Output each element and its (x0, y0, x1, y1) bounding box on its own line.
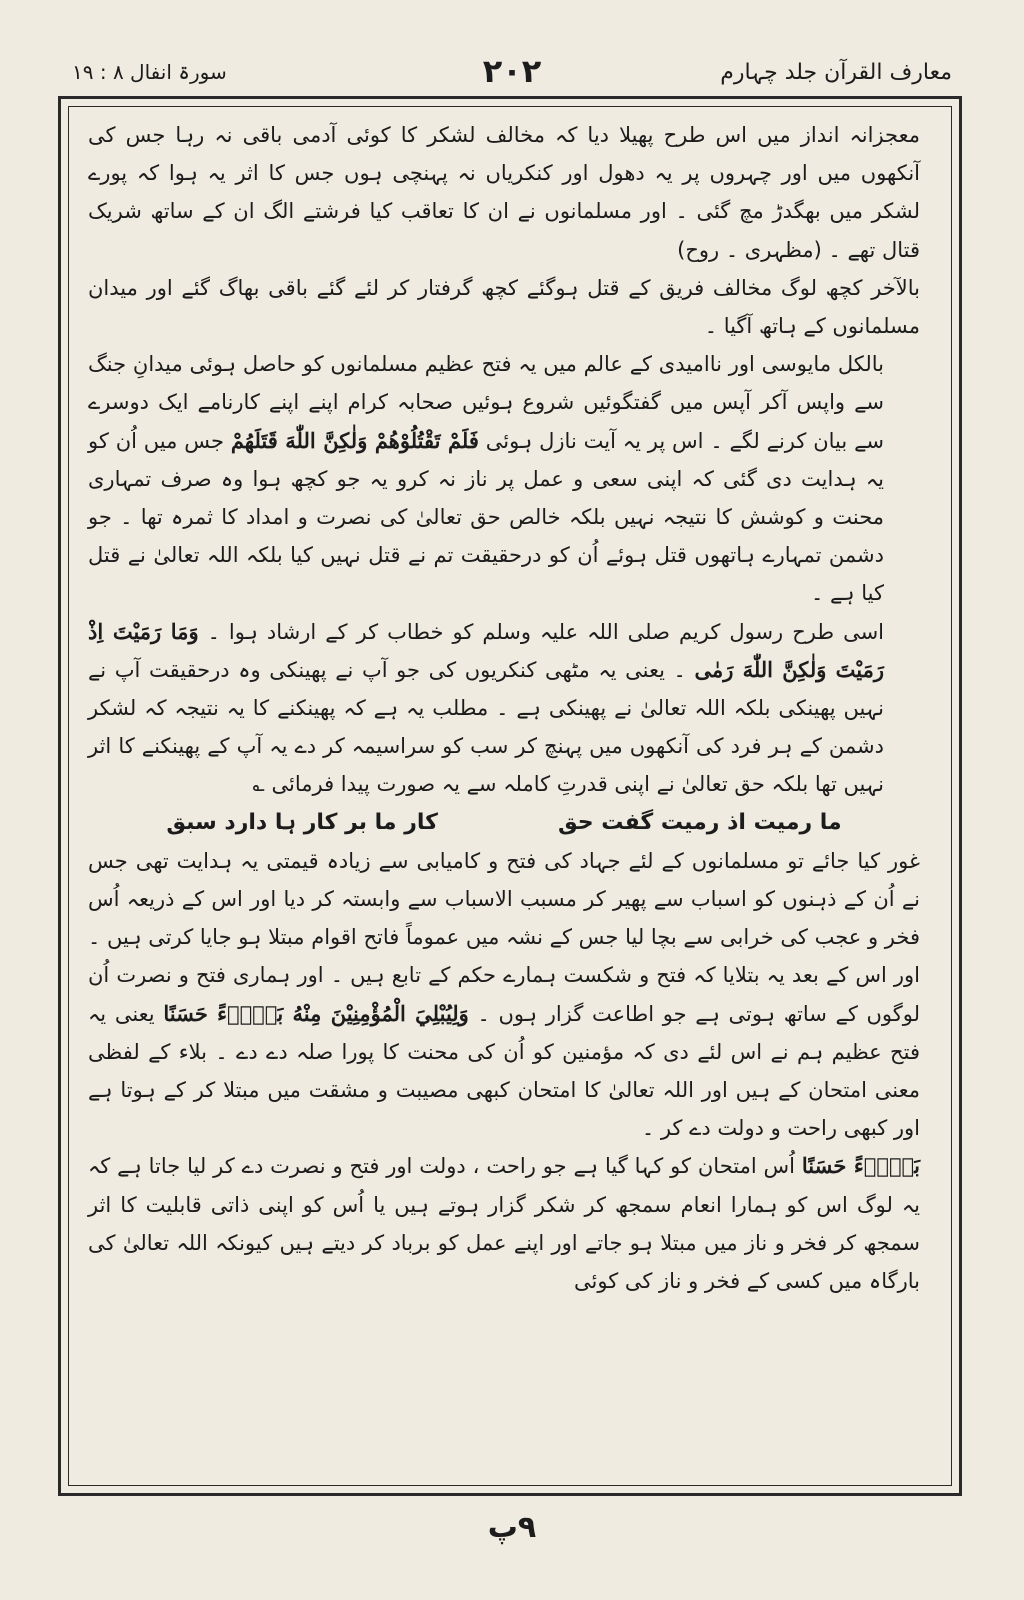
persian-couplet (88, 804, 920, 842)
couplet-second-hemistich: کار ما بر کار ہا دارد سبق (166, 809, 438, 835)
paragraph-1: معجزانہ انداز میں اس طرح پھیلا دیا کہ مخالف لشکر کا کوئی آدمی باقی نہ رہا جس کی آنکھوں میں اور چہروں پر یہ دھول اور کنکریاں نہ پہنچی ہوں جس کا اثر یہ ہوا کہ پورے لشکر میں بھگدڑ مچ گئی ۔ اور مسلمانوں نے ان کا تعاقب کیا فرشتے الگ ان کے ساتھ شریک قتال تھے ۔ (مظہری ۔ روح) (88, 123, 920, 262)
paragraph-5 (88, 842, 920, 1148)
paragraph-3-text-a: بالکل مایوسی اور ناامیدی کے عالم میں یہ فتح عظیم مسلمانوں کو حاصل ہوئی میدانِ جنگ سے واپس آکر آپس میں گفتگوئیں شروع ہوئیں صحابہ کرام اپنے اپنے کارنامے ایک دوسرے سے بیان کرنے لگے ۔ اس پر یہ آیت نازل ہوئی (88, 352, 884, 453)
paragraph-3-text-b: جس میں اُن کو یہ ہدایت دی گئی کہ اپنی سعی و عمل پر ناز نہ کرو یہ جو کچھ ہوا وہ صرف تمہاری محنت و کوشش کا نتیجہ نہیں بلکہ خالص حق تعالیٰ کی نصرت و امداد کا ثمرہ تھا ۔ جو دشمن تمہارے ہاتھوں قتل ہوئے اُن کو درحقیقت تم نے قتل نہیں کیا بلکہ اللہ تعالیٰ نے قتل کیا ہے ۔ (88, 428, 884, 606)
paragraph-5-text-b: یعنی یہ فتح عظیم ہم نے اس لئے دی کہ مؤمنین کو اُن کی محنت کا پورا صلہ دے دے ۔ بلاء کے لفظی معنی امتحان کے ہیں اور اللہ تعالیٰ کا امتحان کبھی مصیبت و مشقت میں مبتلا کر کے ہوتا ہے اور کبھی راحت و دولت دے کر ۔ (88, 1001, 920, 1141)
paragraph-4-text-a: اسی طرح رسول کریم صلی اللہ علیہ وسلم کو خطاب کر کے ارشاد ہوا ۔ (207, 619, 884, 644)
page-number: ۲۰۲ (482, 52, 542, 90)
couplet-first-hemistich: ما رمیت اذ رمیت گفت حق (557, 809, 842, 835)
quranic-verse-3: وَلِيُبْلِيَ الْمُؤْمِنِيْنَ مِنْهُ بَلَاۗءً حَسَنًا (163, 1000, 469, 1026)
paragraph-4-text-b: ۔ یعنی یہ مٹھی کنکریوں کی جو آپ نے پھینکی وہ درحقیقت آپ نے نہیں پھینکی بلکہ اللہ تعالیٰ نے پھینکی ہے ۔ مطلب یہ ہے کہ پھینکنے کا یہ نتیجہ کہ لشکر دشمن کے ہر فرد کی آنکھوں میں پہنچ کر سب کو سراسیمہ کر دے یہ آپ کے پھینکنے کا اثر نہیں تھا بلکہ حق تعالیٰ نے اپنی قدرتِ کاملہ سے یہ صورت پیدا فرمائی ؎ (88, 657, 884, 797)
signature-mark: ۹پ (487, 1510, 537, 1545)
paragraph-5-text-a: غور کیا جائے تو مسلمانوں کے لئے جہاد کی فتح و کامیابی سے زیادہ قیمتی یہ ہدایت تھی جس نے اُن کے ذہنوں کو اسباب سے پھیر کر مسبب الاسباب سے وابستہ کر دیا اور اس کے ذریعہ اُس فخر و عجب کی خرابی سے بچا لیا جس کے نشہ میں عموماً فاتح اقوام مبتلا ہو جایا کرتی ہیں ۔ اور اس کے بعد یہ بتلایا کہ فتح و شکست ہمارے حکم کے تابع ہیں ۔ اور ہماری فتح و نصرت اُن لوگوں کے ساتھ ہوتی ہے جو اطاعت گزار ہوں ۔ (88, 848, 921, 1026)
quranic-verse-2: وَمَا رَمَيْتَ اِذْ رَمَيْتَ وَلٰكِنَّ اللّٰهَ رَمٰى (88, 618, 884, 682)
quranic-verse-4: بَلَاۗءً حَسَنًا (801, 1153, 920, 1179)
quranic-verse-1: فَلَمْ تَقْتُلُوْهُمْ وَلٰكِنَّ اللّٰهَ قَتَلَهُمْ (230, 427, 479, 453)
surah-reference: سورۃ انفال ۸ : ۱۹ (72, 60, 227, 84)
running-head (72, 52, 952, 96)
paragraph-6-text: اُس امتحان کو کہا گیا ہے جو راحت ، دولت اور فتح و نصرت دے کر لیا جاتا ہے کہ یہ لوگ اس کو ہمارا انعام سمجھ کر شکر گزار ہوتے ہیں یا اُس کو اپنی ذاتی قابلیت کا اثر سمجھ کر فخر و ناز میں مبتلا ہو جاتے اور اپنے عمل کو برباد کر دیتے ہیں کیونکہ اللہ تعالیٰ کی بارگاہ میں کسی کے فخر و ناز کی کوئی (88, 1154, 920, 1294)
paragraph-6 (88, 1147, 920, 1300)
body-text (88, 116, 920, 1300)
paragraph-3 (88, 345, 920, 612)
paragraph-4 (88, 613, 920, 804)
book-title: معارف القرآن جلد چہارم (720, 60, 952, 85)
paragraph-2: بالآخر کچھ لوگ مخالف فریق کے قتل ہوگئے کچھ گرفتار کر لئے گئے باقی بھاگ گئے اور میدان مسلمانوں کے ہاتھ آگیا ۔ (88, 275, 920, 339)
